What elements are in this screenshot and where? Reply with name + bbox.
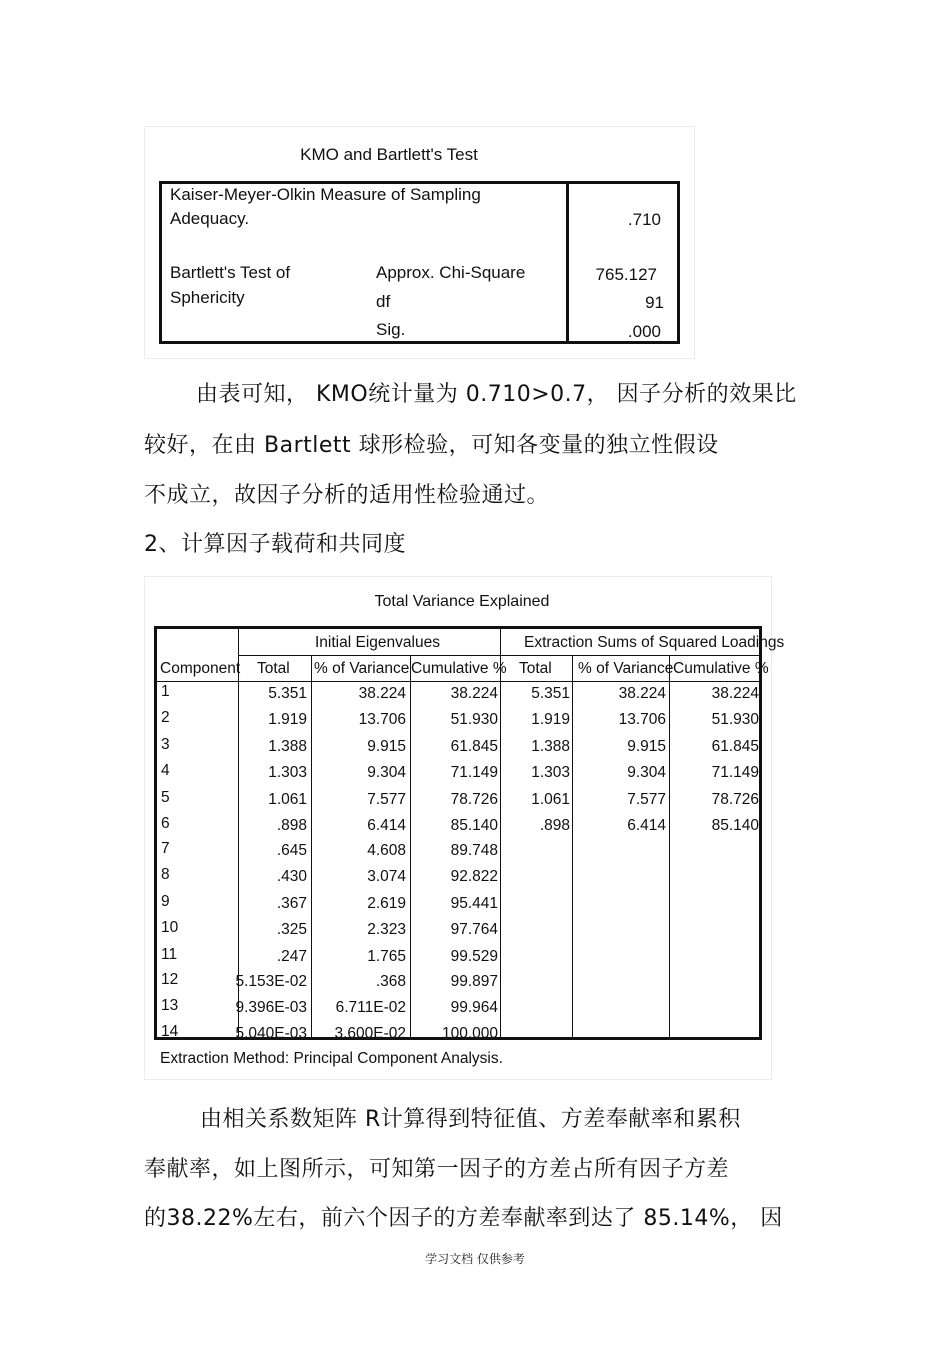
variance-table xyxy=(154,626,785,1042)
table-cell: 3.074 xyxy=(367,868,406,885)
table-cell: 61.845 xyxy=(450,738,498,755)
variance-table-title: Total Variance Explained xyxy=(374,593,550,610)
component-number: 10 xyxy=(161,919,179,936)
component-number: 13 xyxy=(161,997,179,1014)
table-cell: 1.919 xyxy=(268,711,307,728)
table-cell: 13.706 xyxy=(358,711,406,728)
table-footnote: Extraction Method: Principal Component Analysis. xyxy=(160,1050,503,1067)
table-cell: 1.303 xyxy=(268,764,307,781)
table-cell: 51.930 xyxy=(450,711,498,728)
table-cell: 85.140 xyxy=(450,817,498,834)
component-number: 8 xyxy=(161,866,170,883)
table-cell: 61.845 xyxy=(711,738,759,755)
table-cell: 92.822 xyxy=(450,868,498,885)
component-number: 4 xyxy=(161,762,170,779)
component-number: 14 xyxy=(161,1023,179,1040)
table-cell: 9.915 xyxy=(627,738,666,755)
paragraph-line: 的38.22%左右，前六个因子的方差奉献率到达了 85.14%， 因 xyxy=(144,1206,783,1231)
table-cell: 99.529 xyxy=(450,948,498,965)
header-initial-eigenvalues: Initial Eigenvalues xyxy=(315,634,440,651)
table-cell: .367 xyxy=(276,895,307,912)
table-cell: 38.224 xyxy=(618,685,666,702)
table-cell: .430 xyxy=(276,868,307,885)
table-cell: 6.414 xyxy=(627,817,666,834)
header-component: Component xyxy=(160,660,241,677)
kmo-label-cont: Adequacy. xyxy=(170,209,250,228)
component-number: 5 xyxy=(161,789,170,806)
component-number: 11 xyxy=(161,946,178,963)
paragraph-line: 由相关系数矩阵 R计算得到特征值、方差奉献率和累积 xyxy=(200,1107,741,1132)
table-cell: 6.414 xyxy=(367,817,406,834)
kmo-divider xyxy=(566,181,569,344)
table-cell: 9.396E-03 xyxy=(235,999,307,1016)
table-cell: 9.915 xyxy=(367,738,406,755)
table-cell: 9.304 xyxy=(367,764,406,781)
table-cell: 2.323 xyxy=(367,921,406,938)
table-cell: 1.061 xyxy=(268,791,307,808)
table-cell: .898 xyxy=(276,817,307,834)
header-extraction-pct: % of Variance xyxy=(578,660,674,677)
table-cell: .645 xyxy=(276,842,307,859)
page-footer: 学习文档 仅供参考 xyxy=(425,1252,525,1266)
component-number: 6 xyxy=(161,815,170,832)
grid-line xyxy=(500,629,501,1037)
table-cell: 78.726 xyxy=(711,791,759,808)
kmo-label: Kaiser-Meyer-Olkin Measure of Sampling xyxy=(170,185,481,204)
section-heading: 2、计算因子载荷和共同度 xyxy=(144,532,406,557)
header-extraction-cumulative: Cumulative % xyxy=(673,660,769,677)
component-number: 2 xyxy=(161,709,170,726)
grid-line xyxy=(157,681,759,682)
table-cell: 100.000 xyxy=(441,1025,498,1042)
paragraph-line: 较好，在由 Bartlett 球形检验，可知各变量的独立性假设 xyxy=(144,433,719,458)
df-value: 91 xyxy=(645,293,664,312)
paragraph-line: 不成立，故因子分析的适用性检验通过。 xyxy=(144,483,550,508)
kmo-table-title: KMO and Bartlett's Test xyxy=(300,145,478,164)
component-number: 12 xyxy=(161,971,179,988)
table-cell: 1.061 xyxy=(531,791,570,808)
table-cell: 99.964 xyxy=(450,999,498,1016)
table-cell: 1.388 xyxy=(531,738,570,755)
component-number: 9 xyxy=(161,893,170,910)
table-cell: 1.303 xyxy=(531,764,570,781)
table-cell: 38.224 xyxy=(711,685,759,702)
table-cell: 5.351 xyxy=(531,685,570,702)
grid-line xyxy=(311,656,312,1037)
bartlett-label-cont: Sphericity xyxy=(170,288,245,307)
header-extraction-sums: Extraction Sums of Squared Loadings xyxy=(524,634,785,651)
table-cell: 85.140 xyxy=(711,817,759,834)
sig-value: .000 xyxy=(627,322,661,341)
table-cell: 2.619 xyxy=(367,895,406,912)
table-cell: 89.748 xyxy=(450,842,498,859)
chi-square-label: Approx. Chi-Square xyxy=(376,263,526,282)
kmo-value: .710 xyxy=(627,210,661,229)
table-cell: 5.351 xyxy=(268,685,307,702)
table-cell: 38.224 xyxy=(450,685,498,702)
table-cell: 4.608 xyxy=(367,842,406,859)
header-pct-variance: % of Variance xyxy=(314,660,410,677)
table-cell: 9.304 xyxy=(627,764,666,781)
table-cell: 38.224 xyxy=(358,685,406,702)
header-extraction-total: Total xyxy=(519,660,552,677)
table-cell: .247 xyxy=(276,948,307,965)
table-cell: .898 xyxy=(539,817,570,834)
sig-label: Sig. xyxy=(376,320,406,339)
table-cell: 5.040E-03 xyxy=(235,1025,307,1042)
table-cell: 13.706 xyxy=(618,711,666,728)
paragraph-line: 由表可知， KMO统计量为 0.710>0.7， 因子分析的效果比 xyxy=(196,382,797,407)
component-number: 7 xyxy=(161,840,170,857)
table-cell: 99.897 xyxy=(450,973,498,990)
paragraph-line: 奉献率，如上图所示，可知第一因子的方差占所有因子方差 xyxy=(144,1157,730,1182)
grid-line xyxy=(572,656,573,1037)
table-cell: 1.919 xyxy=(531,711,570,728)
table-cell: 71.149 xyxy=(450,764,498,781)
bartlett-label: Bartlett's Test of xyxy=(170,263,291,282)
table-cell: 1.388 xyxy=(268,738,307,755)
table-cell: .325 xyxy=(276,921,307,938)
table-cell: 95.441 xyxy=(450,895,498,912)
grid-line xyxy=(410,656,411,1037)
table-cell: 71.149 xyxy=(711,764,759,781)
table-cell: 5.153E-02 xyxy=(235,973,307,990)
header-total: Total xyxy=(257,660,290,677)
df-label: df xyxy=(376,292,391,311)
grid-line xyxy=(669,656,670,1037)
table-cell: .368 xyxy=(375,973,406,990)
table-cell: 7.577 xyxy=(367,791,406,808)
table-cell: 6.711E-02 xyxy=(335,999,406,1016)
table-cell: 7.577 xyxy=(627,791,666,808)
grid-line xyxy=(238,655,759,656)
chi-square-value: 765.127 xyxy=(595,265,657,284)
table-cell: 1.765 xyxy=(367,948,406,965)
table-cell: 97.764 xyxy=(450,921,498,938)
table-cell: 3.600E-02 xyxy=(334,1025,406,1042)
table-cell: 78.726 xyxy=(450,791,498,808)
table-cell: 51.930 xyxy=(711,711,759,728)
header-cumulative: Cumulative % xyxy=(411,660,507,677)
component-number: 1 xyxy=(161,683,170,700)
component-number: 3 xyxy=(161,736,170,753)
